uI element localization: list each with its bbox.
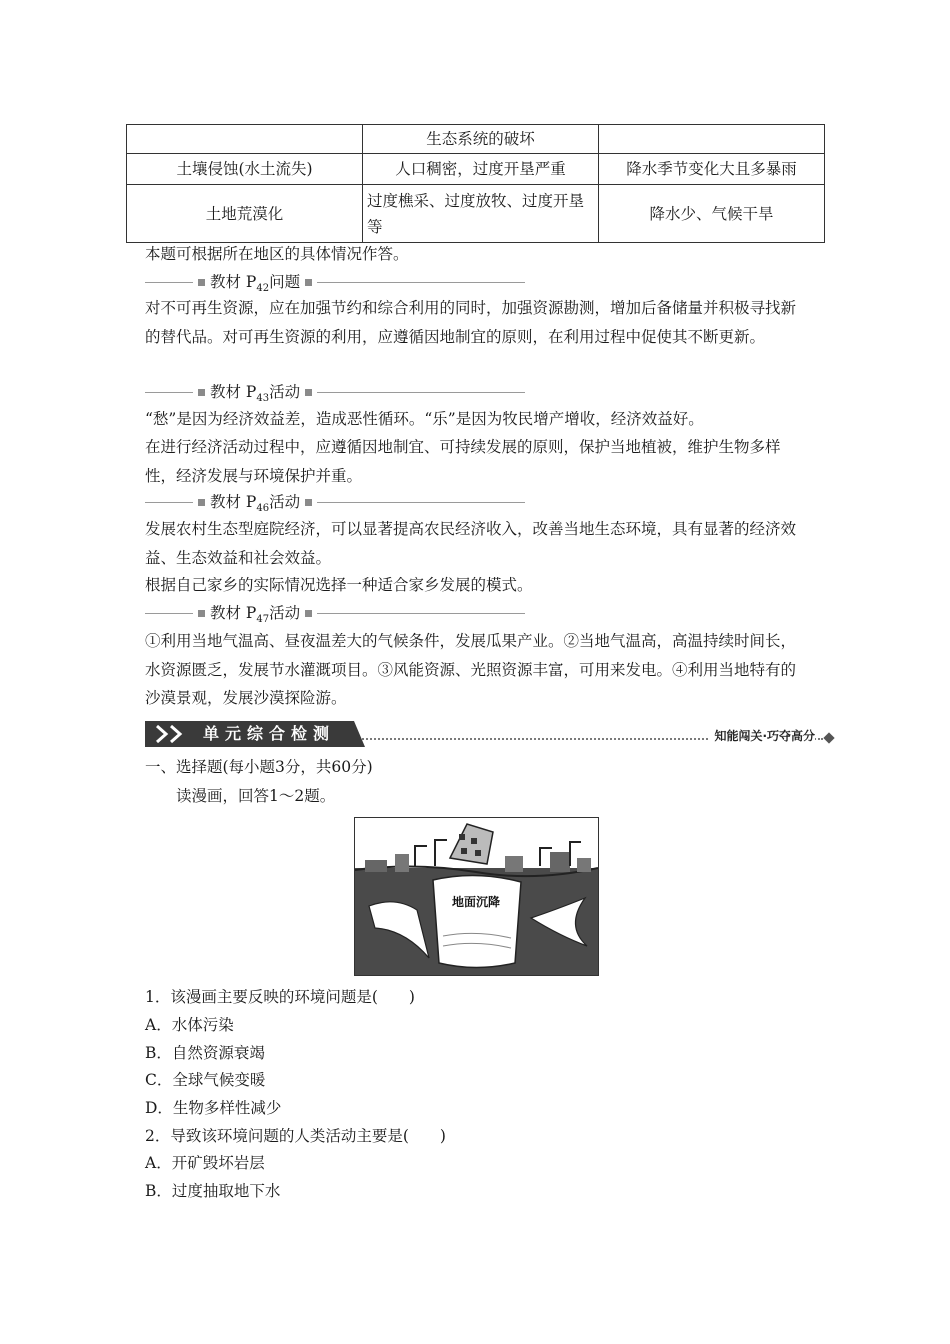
question-option: B．过度抽取地下水 bbox=[145, 1182, 281, 1200]
table-cell: 过度樵采、过度放牧、过度开垦等 bbox=[363, 185, 599, 243]
table-row bbox=[127, 154, 825, 185]
answer-table bbox=[126, 124, 825, 243]
diamond-icon bbox=[823, 732, 834, 743]
table-cell: 降水季节变化大且多暴雨 bbox=[599, 154, 825, 185]
square-icon bbox=[305, 279, 312, 286]
question-option: C．全球气候变暖 bbox=[145, 1071, 266, 1089]
banner-slogan: 知能闯关·巧夺高分 bbox=[708, 727, 815, 744]
square-icon bbox=[305, 389, 312, 396]
square-icon bbox=[198, 389, 205, 396]
section-header-p47: 教材 $P_{47}$活动 bbox=[145, 599, 525, 627]
table-header-row bbox=[127, 125, 825, 154]
table-cell: 生态系统的破坏 bbox=[363, 125, 599, 154]
note-text: 本题可根据所在地区的具体情况作答。 bbox=[145, 245, 409, 263]
question-option: A．水体污染 bbox=[145, 1016, 234, 1034]
chevron-right-icon bbox=[169, 725, 183, 743]
paragraph: 根据自己家乡的实际情况选择一种适合家乡发展的模式。 bbox=[145, 576, 533, 594]
table-cell: 降水少、气候干旱 bbox=[599, 185, 825, 243]
section-header-p46: 教材 $P_{46}$活动 bbox=[145, 488, 525, 516]
question-stem: 2．导致该环境问题的人类活动主要是( ) bbox=[145, 1127, 446, 1145]
table-cell: 人口稠密，过度开垦严重 bbox=[363, 154, 599, 185]
chevron-right-icon bbox=[155, 725, 169, 743]
square-icon bbox=[198, 499, 205, 506]
banner-title: 单元综合检测 bbox=[203, 724, 336, 743]
paragraph: 对不可再生资源，应在加强节约和综合利用的同时，加强资源勘测，增加后备储量并积极寻找新的替代品。对可再生资源的利用，应遵循因地制宜的原则，在利用过程中促使其不断更新。 bbox=[145, 299, 797, 346]
cartoon-label: 地面沉降 bbox=[451, 895, 501, 909]
table-cell: 土地荒漠化 bbox=[127, 185, 363, 243]
part-heading: 一、选择题(每小题3分，共60分) bbox=[145, 758, 373, 776]
square-icon bbox=[198, 279, 205, 286]
paragraph: 发展农村生态型庭院经济，可以显著提高农民经济收入，改善当地生态环境，具有显著的经济效益、生态效益和社会效益。 bbox=[145, 520, 797, 567]
table-cell: 土壤侵蚀(水土流失) bbox=[127, 154, 363, 185]
square-icon bbox=[198, 610, 205, 617]
table-cell bbox=[127, 125, 363, 154]
unit-banner bbox=[145, 721, 835, 749]
paragraph: “愁”是因为经济效益差，造成恶性循环。“乐”是因为牧民增产增收，经济效益好。 bbox=[145, 410, 704, 428]
table-row bbox=[127, 185, 825, 243]
question-option: B．自然资源衰竭 bbox=[145, 1044, 265, 1062]
question-option: A．开矿毁坏岩层 bbox=[145, 1154, 265, 1172]
square-icon bbox=[305, 499, 312, 506]
section-header-p42: 教材 $P_{42}$问题 bbox=[145, 268, 525, 296]
paragraph: 在进行经济活动过程中，应遵循因地制宜、可持续发展的原则，保护当地植被，维护生物多样性，经济发展与环境保护并重。 bbox=[145, 438, 781, 485]
section-header-p43: 教材 $P_{43}$活动 bbox=[145, 378, 525, 406]
paragraph: ①利用当地气温高、昼夜温差大的气候条件，发展瓜果产业。②当地气温高，高温持续时间长，水资源匮乏，发展节水灌溉项目。③风能资源、光照资源丰富，可用来发电。④利用当地特有的沙漠景观，发展沙漠探险游。 bbox=[145, 632, 797, 707]
table-cell bbox=[599, 125, 825, 154]
instruction: 读漫画，回答1～2题。 bbox=[176, 787, 336, 805]
square-icon bbox=[305, 610, 312, 617]
question-option: D．生物多样性减少 bbox=[145, 1099, 282, 1117]
question-stem: 1．该漫画主要反映的环境问题是( ) bbox=[145, 988, 415, 1006]
cartoon-illustration bbox=[354, 817, 599, 976]
subsidence-cartoon-image bbox=[355, 818, 598, 975]
